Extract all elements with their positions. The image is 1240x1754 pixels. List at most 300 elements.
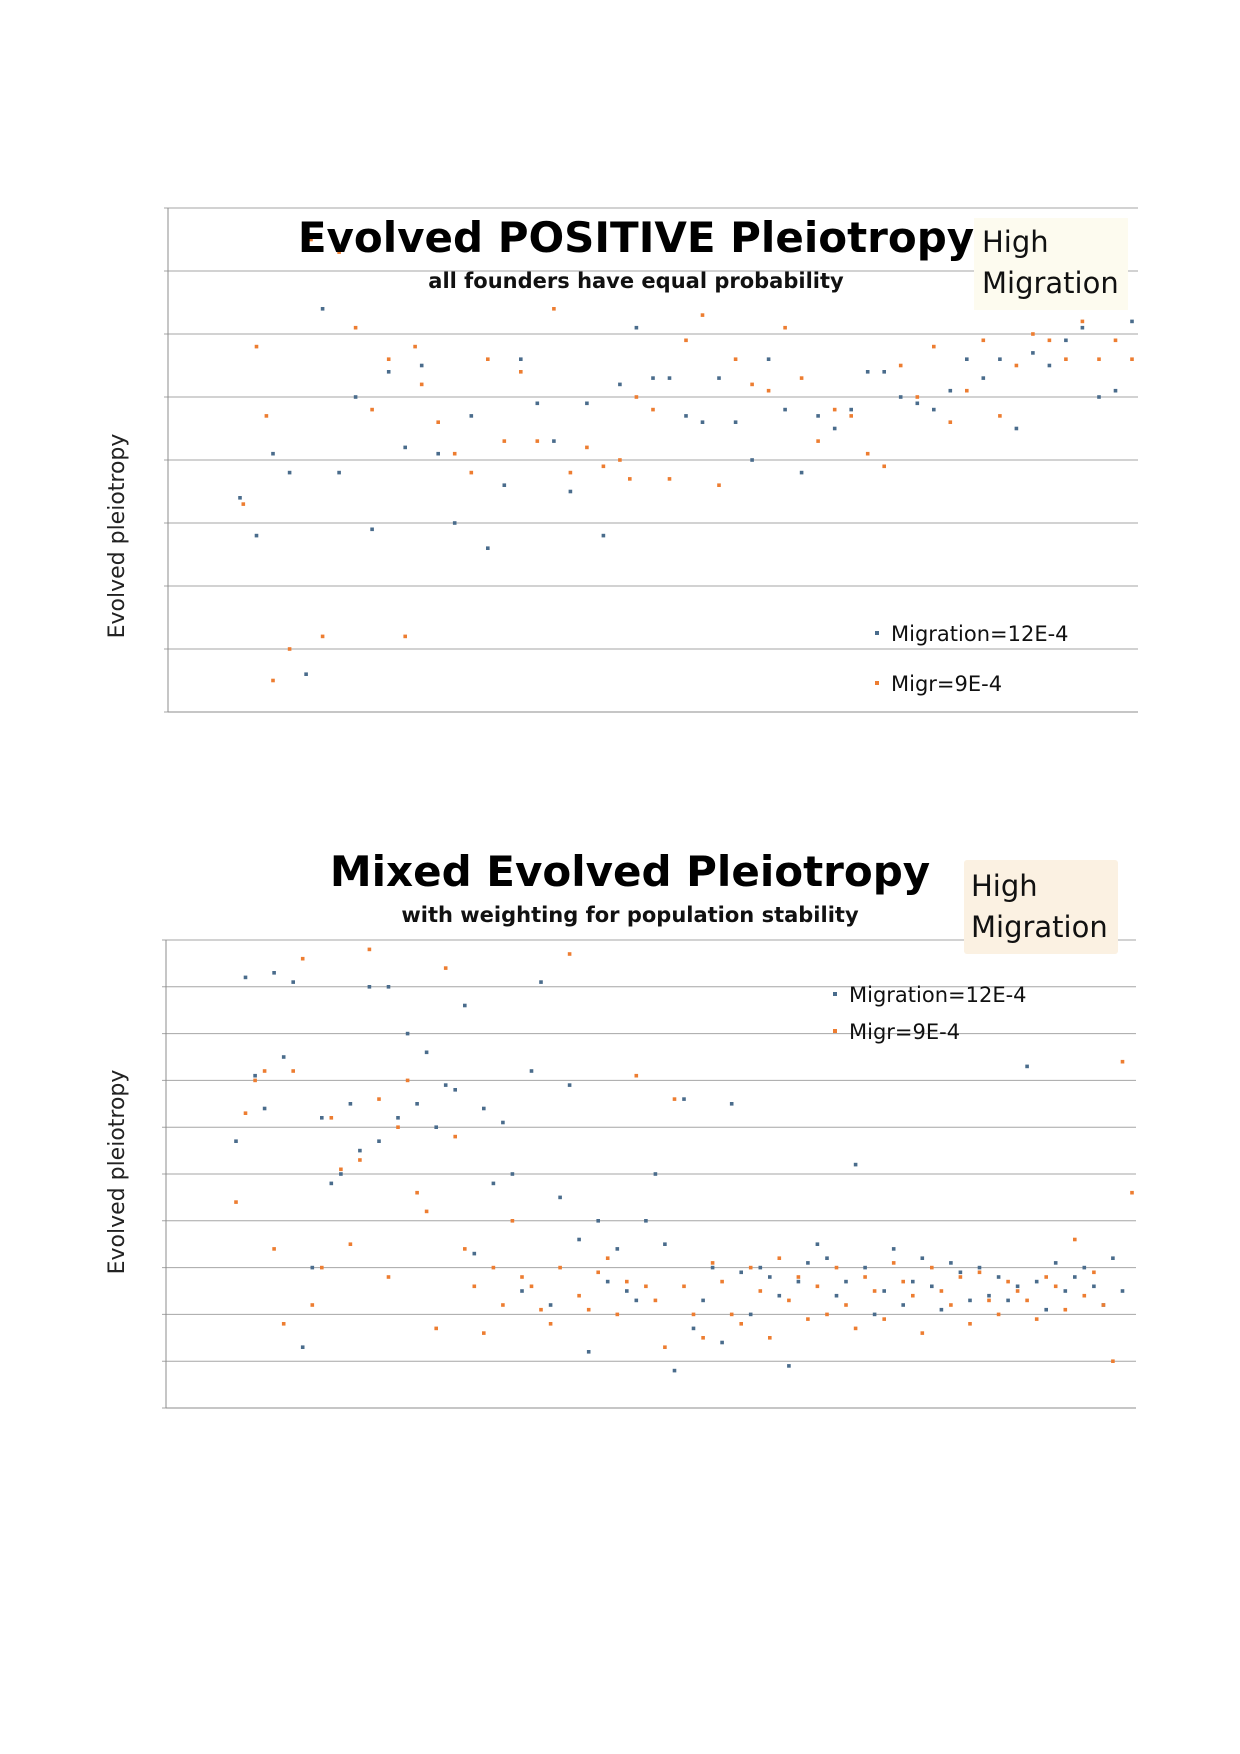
point-migr-9e-4 — [930, 1266, 934, 1270]
point-migr-9e-4 — [368, 948, 372, 952]
point-migr-9e-4 — [1048, 339, 1052, 343]
point-migr-9e-4 — [949, 420, 953, 424]
point-migr-9e-4 — [425, 1210, 429, 1214]
point-migration-12e-4 — [987, 1294, 991, 1298]
point-migration-12e-4 — [635, 1299, 639, 1303]
point-migr-9e-4 — [783, 326, 787, 330]
point-migration-12e-4 — [234, 1139, 238, 1143]
point-migration-12e-4 — [387, 985, 391, 989]
point-migration-12e-4 — [1015, 427, 1019, 431]
point-migration-12e-4 — [606, 1280, 610, 1284]
point-migr-9e-4 — [628, 477, 632, 481]
point-migration-12e-4 — [568, 1083, 572, 1087]
point-migr-9e-4 — [330, 1116, 334, 1120]
point-migr-9e-4 — [265, 414, 269, 418]
point-migration-12e-4 — [321, 307, 325, 311]
point-migration-12e-4 — [387, 370, 391, 374]
point-migration-12e-4 — [453, 1088, 457, 1092]
point-migration-12e-4 — [349, 1102, 353, 1106]
point-migration-12e-4 — [767, 357, 771, 361]
point-migration-12e-4 — [673, 1369, 677, 1373]
point-migr-9e-4 — [568, 952, 572, 956]
point-migration-12e-4 — [866, 370, 870, 374]
point-migr-9e-4 — [916, 395, 920, 399]
point-migration-12e-4 — [470, 414, 474, 418]
y-axis-label: Evolved pleiotropy — [105, 1069, 130, 1275]
point-migration-12e-4 — [778, 1294, 782, 1298]
point-migration-12e-4 — [406, 1032, 410, 1036]
point-migr-9e-4 — [730, 1313, 734, 1317]
point-migr-9e-4 — [849, 414, 853, 418]
point-migration-12e-4 — [651, 376, 655, 380]
point-migration-12e-4 — [558, 1196, 562, 1200]
point-migr-9e-4 — [625, 1280, 629, 1284]
point-migr-9e-4 — [602, 465, 606, 469]
point-migration-12e-4 — [618, 383, 622, 387]
point-migr-9e-4 — [873, 1289, 877, 1293]
point-migration-12e-4 — [311, 1266, 315, 1270]
point-migr-9e-4 — [234, 1200, 238, 1204]
point-migr-9e-4 — [835, 1266, 839, 1270]
point-migr-9e-4 — [1064, 357, 1068, 361]
point-migr-9e-4 — [854, 1327, 858, 1331]
point-migration-12e-4 — [1054, 1261, 1058, 1265]
point-migration-12e-4 — [1006, 1299, 1010, 1303]
point-migration-12e-4 — [997, 1275, 1001, 1279]
point-migration-12e-4 — [288, 471, 292, 475]
point-migr-9e-4 — [959, 1275, 963, 1279]
point-migration-12e-4 — [444, 1083, 448, 1087]
point-migr-9e-4 — [717, 483, 721, 487]
point-migration-12e-4 — [337, 471, 341, 475]
point-migration-12e-4 — [844, 1280, 848, 1284]
point-migr-9e-4 — [377, 1097, 381, 1101]
point-migr-9e-4 — [778, 1256, 782, 1260]
point-migr-9e-4 — [1016, 1289, 1020, 1293]
point-migr-9e-4 — [1102, 1303, 1106, 1307]
point-migr-9e-4 — [311, 1303, 315, 1307]
point-migration-12e-4 — [616, 1247, 620, 1251]
point-migration-12e-4 — [1073, 1275, 1077, 1279]
point-migration-12e-4 — [403, 446, 407, 450]
point-migration-12e-4 — [1048, 364, 1052, 368]
point-migr-9e-4 — [1097, 357, 1101, 361]
point-migration-12e-4 — [854, 1163, 858, 1167]
point-migr-9e-4 — [569, 471, 573, 475]
chart-subtitle: with weighting for population stability — [401, 903, 859, 927]
point-migration-12e-4 — [968, 1299, 972, 1303]
point-migr-9e-4 — [692, 1313, 696, 1317]
point-migr-9e-4 — [320, 1266, 324, 1270]
legend-label-migr-9e-4: Migr=9E-4 — [891, 672, 1003, 696]
point-migr-9e-4 — [806, 1317, 810, 1321]
point-migration-12e-4 — [436, 452, 440, 456]
point-migr-9e-4 — [1031, 332, 1035, 336]
point-migration-12e-4 — [932, 408, 936, 412]
point-migr-9e-4 — [825, 1313, 829, 1317]
point-migr-9e-4 — [453, 1135, 457, 1139]
point-migration-12e-4 — [833, 427, 837, 431]
point-migration-12e-4 — [663, 1242, 667, 1246]
point-migr-9e-4 — [720, 1280, 724, 1284]
point-migr-9e-4 — [635, 395, 639, 399]
point-migr-9e-4 — [403, 635, 407, 639]
point-migr-9e-4 — [1130, 1191, 1134, 1195]
point-migr-9e-4 — [242, 502, 246, 506]
point-migr-9e-4 — [759, 1289, 763, 1293]
point-migr-9e-4 — [767, 389, 771, 393]
point-migration-12e-4 — [701, 1299, 705, 1303]
point-migr-9e-4 — [768, 1336, 772, 1340]
point-migr-9e-4 — [892, 1261, 896, 1265]
point-migr-9e-4 — [663, 1345, 667, 1349]
point-migration-12e-4 — [768, 1275, 772, 1279]
point-migr-9e-4 — [387, 357, 391, 361]
point-migr-9e-4 — [492, 1266, 496, 1270]
point-migration-12e-4 — [503, 483, 507, 487]
point-migration-12e-4 — [863, 1266, 867, 1270]
point-migration-12e-4 — [304, 672, 308, 676]
point-migr-9e-4 — [787, 1299, 791, 1303]
point-migration-12e-4 — [1025, 1065, 1029, 1069]
point-migration-12e-4 — [415, 1102, 419, 1106]
point-migration-12e-4 — [549, 1303, 553, 1307]
point-migration-12e-4 — [692, 1327, 696, 1331]
point-migration-12e-4 — [368, 985, 372, 989]
point-migration-12e-4 — [759, 1266, 763, 1270]
point-migration-12e-4 — [520, 1289, 524, 1293]
point-migr-9e-4 — [940, 1289, 944, 1293]
point-migr-9e-4 — [1015, 364, 1019, 368]
point-migr-9e-4 — [520, 1275, 524, 1279]
point-migr-9e-4 — [844, 1303, 848, 1307]
point-migr-9e-4 — [651, 408, 655, 412]
point-migr-9e-4 — [539, 1308, 543, 1312]
point-migr-9e-4 — [387, 1275, 391, 1279]
point-migration-12e-4 — [959, 1271, 963, 1275]
point-migr-9e-4 — [800, 376, 804, 380]
point-migration-12e-4 — [354, 395, 358, 399]
point-migration-12e-4 — [255, 534, 259, 538]
point-migr-9e-4 — [436, 420, 440, 424]
point-migration-12e-4 — [238, 496, 242, 500]
point-migr-9e-4 — [701, 1336, 705, 1340]
point-migration-12e-4 — [825, 1256, 829, 1260]
point-migration-12e-4 — [684, 414, 688, 418]
point-migr-9e-4 — [530, 1285, 534, 1289]
point-migration-12e-4 — [519, 357, 523, 361]
chart-title: Evolved POSITIVE Pleiotropy — [297, 213, 975, 262]
point-migration-12e-4 — [358, 1149, 362, 1153]
point-migration-12e-4 — [1092, 1285, 1096, 1289]
point-migr-9e-4 — [616, 1313, 620, 1317]
point-migration-12e-4 — [552, 439, 556, 443]
point-migr-9e-4 — [866, 452, 870, 456]
point-migration-12e-4 — [263, 1107, 267, 1111]
point-migration-12e-4 — [339, 1172, 343, 1176]
point-migration-12e-4 — [1044, 1308, 1048, 1312]
point-migration-12e-4 — [536, 402, 540, 406]
point-migration-12e-4 — [749, 1313, 753, 1317]
point-migr-9e-4 — [434, 1327, 438, 1331]
point-migr-9e-4 — [1006, 1280, 1010, 1284]
chart-subtitle: all founders have equal probability — [428, 269, 844, 293]
point-migr-9e-4 — [797, 1275, 801, 1279]
legend — [833, 983, 1027, 1044]
point-migration-12e-4 — [816, 1242, 820, 1246]
point-migr-9e-4 — [288, 647, 292, 651]
point-migration-12e-4 — [330, 1182, 334, 1186]
point-migration-12e-4 — [482, 1107, 486, 1111]
point-migration-12e-4 — [291, 980, 295, 984]
point-migration-12e-4 — [370, 528, 374, 532]
point-migr-9e-4 — [519, 370, 523, 374]
point-migr-9e-4 — [282, 1322, 286, 1326]
point-migr-9e-4 — [301, 957, 305, 961]
point-migr-9e-4 — [899, 364, 903, 368]
point-migration-12e-4 — [453, 521, 457, 525]
point-migr-9e-4 — [654, 1299, 658, 1303]
point-migration-12e-4 — [1031, 351, 1035, 355]
legend — [875, 622, 1069, 696]
point-migration-12e-4 — [965, 357, 969, 361]
point-migr-9e-4 — [413, 345, 417, 349]
point-migr-9e-4 — [470, 471, 474, 475]
point-migration-12e-4 — [916, 402, 920, 406]
point-migration-12e-4 — [892, 1247, 896, 1251]
point-migr-9e-4 — [882, 1317, 886, 1321]
point-migr-9e-4 — [816, 1285, 820, 1289]
point-migration-12e-4 — [730, 1102, 734, 1106]
point-migration-12e-4 — [668, 376, 672, 380]
point-migration-12e-4 — [783, 408, 787, 412]
point-migration-12e-4 — [569, 490, 573, 494]
point-migration-12e-4 — [1035, 1280, 1039, 1284]
point-migr-9e-4 — [420, 383, 424, 387]
point-migration-12e-4 — [1016, 1285, 1020, 1289]
point-migr-9e-4 — [255, 345, 259, 349]
point-migration-12e-4 — [644, 1219, 648, 1223]
point-migration-12e-4 — [949, 389, 953, 393]
point-migration-12e-4 — [978, 1266, 982, 1270]
point-migration-12e-4 — [244, 976, 248, 980]
point-migr-9e-4 — [453, 452, 457, 456]
point-migr-9e-4 — [549, 1322, 553, 1326]
point-migr-9e-4 — [932, 345, 936, 349]
gridlines — [162, 940, 1136, 1408]
point-migration-12e-4 — [882, 370, 886, 374]
point-migration-12e-4 — [272, 971, 276, 975]
y-axis-label: Evolved pleiotropy — [105, 433, 130, 639]
legend-marker-migration-12e-4 — [875, 631, 879, 635]
point-migr-9e-4 — [1035, 1317, 1039, 1321]
point-migration-12e-4 — [654, 1172, 658, 1176]
point-migration-12e-4 — [1114, 389, 1118, 393]
point-migration-12e-4 — [797, 1280, 801, 1284]
point-migr-9e-4 — [482, 1331, 486, 1335]
point-migration-12e-4 — [873, 1313, 877, 1317]
point-migration-12e-4 — [486, 546, 490, 550]
legend-label-migration-12e-4: Migration=12E-4 — [891, 622, 1069, 646]
point-migration-12e-4 — [835, 1294, 839, 1298]
point-migr-9e-4 — [901, 1280, 905, 1284]
point-migration-12e-4 — [1064, 339, 1068, 343]
point-migr-9e-4 — [511, 1219, 515, 1223]
point-migration-12e-4 — [587, 1350, 591, 1354]
point-migr-9e-4 — [444, 966, 448, 970]
point-migration-12e-4 — [301, 1345, 305, 1349]
point-migration-12e-4 — [901, 1303, 905, 1307]
point-migration-12e-4 — [511, 1172, 515, 1176]
point-migration-12e-4 — [1121, 1289, 1125, 1293]
point-migration-12e-4 — [635, 326, 639, 330]
point-migr-9e-4 — [536, 439, 540, 443]
point-migration-12e-4 — [377, 1139, 381, 1143]
point-migr-9e-4 — [552, 307, 556, 311]
point-migr-9e-4 — [739, 1322, 743, 1326]
point-migr-9e-4 — [585, 446, 589, 450]
point-migr-9e-4 — [998, 414, 1002, 418]
point-migration-12e-4 — [463, 1004, 467, 1008]
point-migration-12e-4 — [585, 402, 589, 406]
point-migr-9e-4 — [682, 1285, 686, 1289]
point-migration-12e-4 — [739, 1271, 743, 1275]
point-migr-9e-4 — [370, 408, 374, 412]
point-migration-12e-4 — [930, 1285, 934, 1289]
point-migr-9e-4 — [406, 1079, 410, 1083]
point-migr-9e-4 — [749, 1266, 753, 1270]
point-migr-9e-4 — [291, 1069, 295, 1073]
point-migration-12e-4 — [530, 1069, 534, 1073]
point-migration-12e-4 — [602, 534, 606, 538]
point-migration-12e-4 — [849, 408, 853, 412]
point-migr-9e-4 — [1073, 1238, 1077, 1242]
point-migr-9e-4 — [911, 1294, 915, 1298]
point-migr-9e-4 — [415, 1191, 419, 1195]
point-migr-9e-4 — [473, 1285, 477, 1289]
point-migr-9e-4 — [1130, 357, 1134, 361]
point-migr-9e-4 — [701, 313, 705, 317]
point-migr-9e-4 — [396, 1125, 400, 1129]
annotation-line-1: High — [982, 225, 1049, 259]
point-migr-9e-4 — [596, 1271, 600, 1275]
point-migration-12e-4 — [982, 376, 986, 380]
point-migr-9e-4 — [1121, 1060, 1125, 1064]
point-migration-12e-4 — [271, 452, 275, 456]
point-migration-12e-4 — [717, 376, 721, 380]
legend-label-migration-12e-4: Migration=12E-4 — [849, 983, 1027, 1007]
annotation-line-2: Migration — [971, 910, 1108, 944]
point-migration-12e-4 — [396, 1116, 400, 1120]
point-migration-12e-4 — [425, 1051, 429, 1055]
point-migration-12e-4 — [492, 1182, 496, 1186]
point-migr-9e-4 — [1081, 320, 1085, 324]
point-migr-9e-4 — [711, 1261, 715, 1265]
point-migr-9e-4 — [486, 357, 490, 361]
point-migr-9e-4 — [997, 1313, 1001, 1317]
point-migr-9e-4 — [463, 1247, 467, 1251]
point-migr-9e-4 — [987, 1299, 991, 1303]
legend-marker-migr-9e-4 — [833, 1029, 837, 1033]
point-migration-12e-4 — [940, 1308, 944, 1312]
point-migration-12e-4 — [998, 357, 1002, 361]
point-migration-12e-4 — [899, 395, 903, 399]
point-migr-9e-4 — [1114, 339, 1118, 343]
point-migr-9e-4 — [882, 465, 886, 469]
point-migr-9e-4 — [1044, 1275, 1048, 1279]
point-migr-9e-4 — [644, 1285, 648, 1289]
point-migr-9e-4 — [1054, 1285, 1058, 1289]
point-migration-12e-4 — [1097, 395, 1101, 399]
point-migr-9e-4 — [968, 1322, 972, 1326]
point-migration-12e-4 — [816, 414, 820, 418]
point-migration-12e-4 — [682, 1097, 686, 1101]
point-migration-12e-4 — [911, 1280, 915, 1284]
point-migr-9e-4 — [750, 383, 754, 387]
point-migr-9e-4 — [618, 458, 622, 462]
point-migr-9e-4 — [587, 1308, 591, 1312]
point-migration-12e-4 — [420, 364, 424, 368]
point-migr-9e-4 — [501, 1303, 505, 1307]
point-migration-12e-4 — [253, 1074, 257, 1078]
point-migration-12e-4 — [800, 471, 804, 475]
point-migr-9e-4 — [863, 1275, 867, 1279]
point-migr-9e-4 — [965, 389, 969, 393]
point-migr-9e-4 — [1025, 1299, 1029, 1303]
point-migr-9e-4 — [635, 1074, 639, 1078]
point-migration-12e-4 — [1083, 1266, 1087, 1270]
point-migr-9e-4 — [349, 1242, 353, 1246]
point-migr-9e-4 — [558, 1266, 562, 1270]
point-migration-12e-4 — [1081, 326, 1085, 330]
point-migr-9e-4 — [272, 1247, 276, 1251]
point-migr-9e-4 — [339, 1168, 343, 1172]
point-migration-12e-4 — [501, 1121, 505, 1125]
legend-marker-migration-12e-4 — [833, 992, 837, 996]
point-migr-9e-4 — [354, 326, 358, 330]
annotation-line-2: Migration — [982, 266, 1119, 300]
point-migr-9e-4 — [1064, 1308, 1068, 1312]
point-migr-9e-4 — [253, 1079, 257, 1083]
point-migr-9e-4 — [734, 357, 738, 361]
point-migration-12e-4 — [577, 1238, 581, 1242]
annotation-line-1: High — [971, 869, 1038, 903]
point-migr-9e-4 — [606, 1256, 610, 1260]
point-migr-9e-4 — [1111, 1359, 1115, 1363]
point-migration-12e-4 — [434, 1125, 438, 1129]
point-migr-9e-4 — [833, 408, 837, 412]
point-migration-12e-4 — [787, 1364, 791, 1368]
point-migration-12e-4 — [921, 1256, 925, 1260]
chart-mixed-pleiotropy — [105, 847, 1136, 1408]
legend-label-migr-9e-4: Migr=9E-4 — [849, 1020, 961, 1044]
data-points — [234, 948, 1134, 1373]
point-migr-9e-4 — [321, 635, 325, 639]
point-migr-9e-4 — [577, 1294, 581, 1298]
point-migration-12e-4 — [539, 980, 543, 984]
point-migr-9e-4 — [816, 439, 820, 443]
point-migr-9e-4 — [921, 1331, 925, 1335]
point-migration-12e-4 — [1130, 320, 1134, 324]
point-migration-12e-4 — [320, 1116, 324, 1120]
point-migr-9e-4 — [684, 339, 688, 343]
point-migration-12e-4 — [949, 1261, 953, 1265]
legend-marker-migr-9e-4 — [875, 681, 879, 685]
point-migration-12e-4 — [806, 1261, 810, 1265]
point-migr-9e-4 — [982, 339, 986, 343]
point-migr-9e-4 — [673, 1097, 677, 1101]
point-migration-12e-4 — [596, 1219, 600, 1223]
